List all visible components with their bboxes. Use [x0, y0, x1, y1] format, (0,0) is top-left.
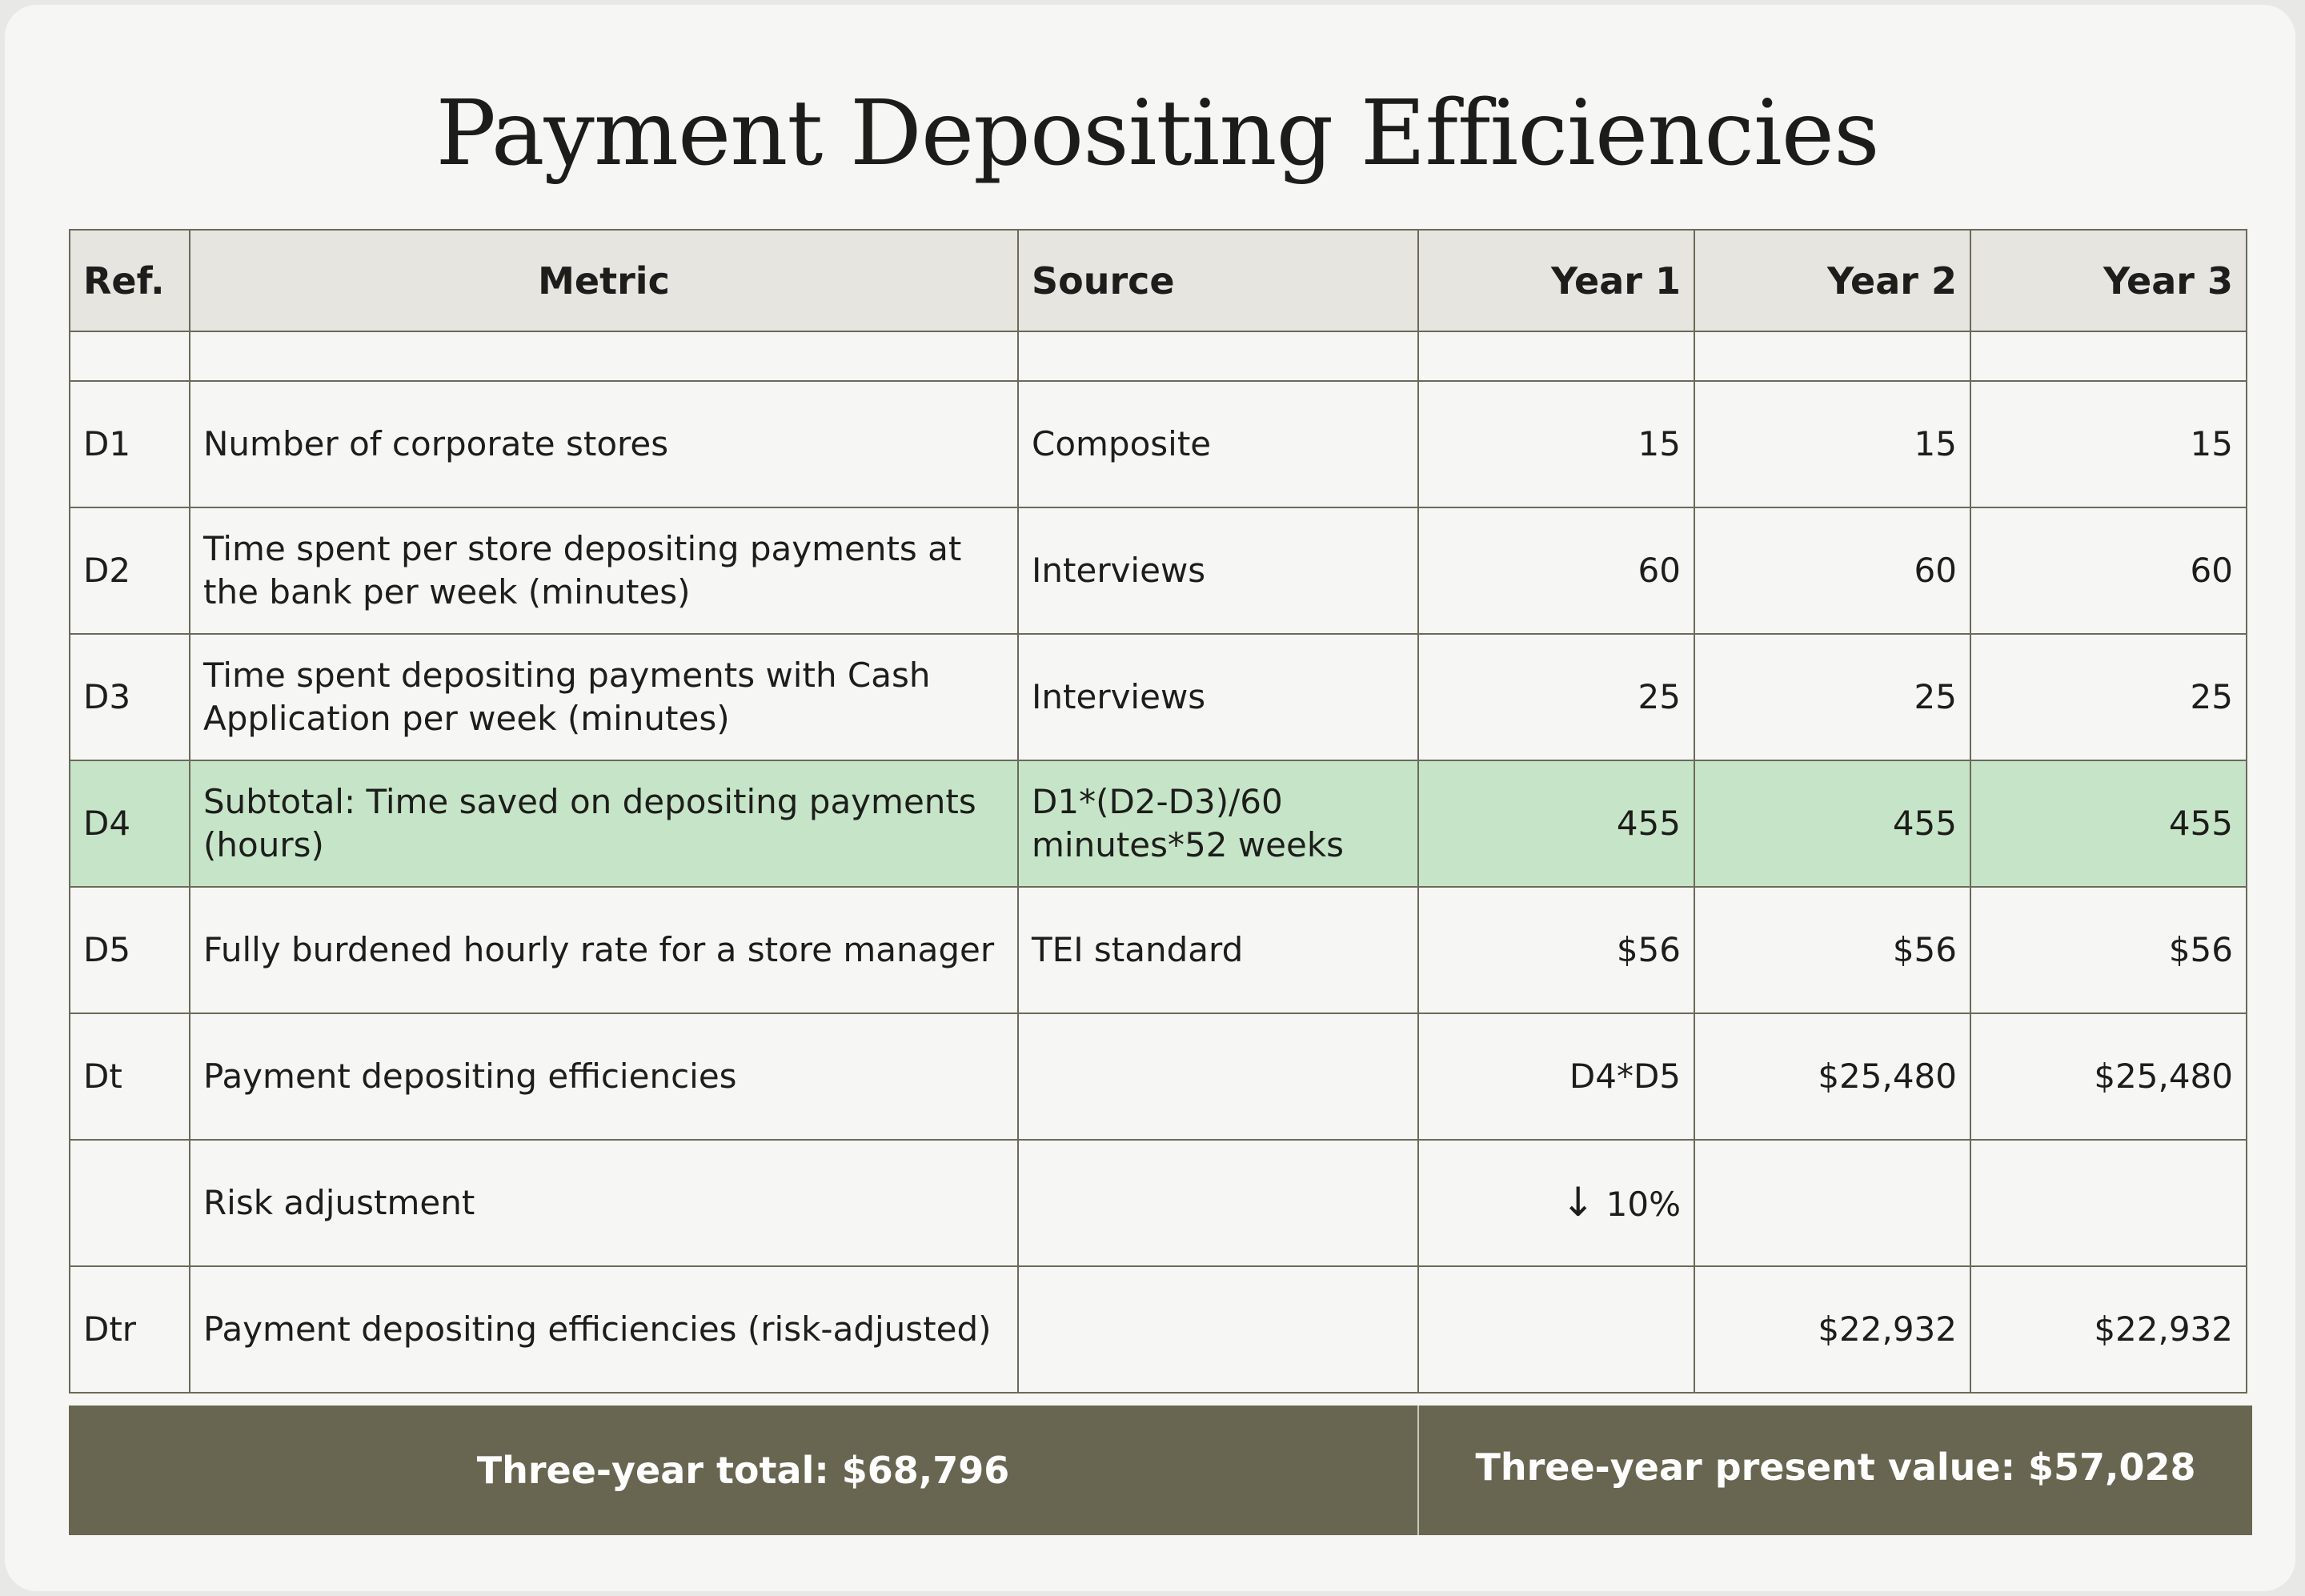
risk-adjustment-value: 10%	[1605, 1184, 1681, 1224]
year-1-cell: 15	[1418, 381, 1694, 507]
year-2-cell: $22,932	[1694, 1266, 1970, 1393]
summary-footer	[69, 1406, 2252, 1535]
table-row-d1	[70, 381, 2247, 507]
table-row-d3	[70, 634, 2247, 760]
table-row-d4-subtotal	[70, 760, 2247, 887]
header-row	[70, 230, 2247, 331]
year-1-cell	[1418, 1266, 1694, 1393]
empty-cell	[190, 331, 1018, 381]
column-header-source: Source	[1018, 230, 1418, 331]
ref-cell: D4	[70, 760, 190, 887]
spacer-row	[70, 331, 2247, 381]
year-3-cell: 455	[1970, 760, 2247, 887]
year-3-cell: $25,480	[1970, 1013, 2247, 1140]
column-header-year-3: Year 3	[1970, 230, 2247, 331]
metric-cell: Time spent depositing payments with Cash Application per week (minutes)	[190, 634, 1018, 760]
empty-cell	[70, 331, 190, 381]
table-row-d2	[70, 507, 2247, 634]
metric-cell: Subtotal: Time saved on depositing payments (hours)	[190, 760, 1018, 887]
efficiency-table	[69, 229, 2247, 1393]
year-2-cell	[1694, 1140, 1970, 1266]
empty-cell	[1418, 331, 1694, 381]
year-1-cell	[1418, 1140, 1694, 1266]
year-1-cell: 455	[1418, 760, 1694, 887]
metric-cell: Risk adjustment	[190, 1140, 1018, 1266]
source-cell	[1018, 1266, 1418, 1393]
year-3-cell: 25	[1970, 634, 2247, 760]
empty-cell	[1018, 331, 1418, 381]
arrow-down-icon: ↓	[1561, 1178, 1595, 1225]
column-header-metric: Metric	[190, 230, 1018, 331]
metric-cell: Time spent per store depositing payments at the bank per week (minutes)	[190, 507, 1018, 634]
metric-cell: Fully burdened hourly rate for a store manager	[190, 887, 1018, 1013]
year-2-cell: 15	[1694, 381, 1970, 507]
column-header-ref: Ref.	[70, 230, 190, 331]
source-cell: D1*(D2-D3)/60 minutes*52 weeks	[1018, 760, 1418, 887]
source-cell: Composite	[1018, 381, 1418, 507]
source-cell	[1018, 1140, 1418, 1266]
three-year-total: Three-year total: $68,796	[69, 1406, 1419, 1535]
ref-cell: D5	[70, 887, 190, 1013]
ref-cell: Dt	[70, 1013, 190, 1140]
metric-cell: Payment depositing efficiencies	[190, 1013, 1018, 1140]
year-3-cell	[1970, 1140, 2247, 1266]
ref-cell: D1	[70, 381, 190, 507]
source-cell: TEI standard	[1018, 887, 1418, 1013]
table-row-dtr	[70, 1266, 2247, 1393]
empty-cell	[1694, 331, 1970, 381]
year-2-cell: 60	[1694, 507, 1970, 634]
page-title: Payment Depositing Efficiencies	[435, 82, 1879, 186]
table-row-d5	[70, 887, 2247, 1013]
three-year-present-value: Three-year present value: $57,028	[1475, 1446, 2196, 1489]
column-header-year-1: Year 1	[1418, 230, 1694, 331]
source-cell: Interviews	[1018, 634, 1418, 760]
card	[5, 5, 2295, 1591]
year-1-cell: D4*D5	[1418, 1013, 1694, 1140]
metric-cell: Number of corporate stores	[190, 381, 1018, 507]
year-2-cell: $56	[1694, 887, 1970, 1013]
year-2-cell: 25	[1694, 634, 1970, 760]
year-3-cell: $56	[1970, 887, 2247, 1013]
source-cell	[1018, 1013, 1418, 1140]
column-header-year-2: Year 2	[1694, 230, 1970, 331]
year-2-cell: 455	[1694, 760, 1970, 887]
ref-cell: D2	[70, 507, 190, 634]
year-1-cell: 25	[1418, 634, 1694, 760]
metric-cell: Payment depositing efficiencies (risk-adjusted)	[190, 1266, 1018, 1393]
table-row-dt	[70, 1013, 2247, 1140]
year-1-cell: 60	[1418, 507, 1694, 634]
year-1-cell: $56	[1418, 887, 1694, 1013]
year-3-cell: 15	[1970, 381, 2247, 507]
ref-cell: Dtr	[70, 1266, 190, 1393]
year-3-cell: 60	[1970, 507, 2247, 634]
ref-cell: D3	[70, 634, 190, 760]
table-row-risk-adjustment	[70, 1140, 2247, 1266]
empty-cell	[1970, 331, 2247, 381]
ref-cell	[70, 1140, 190, 1266]
year-2-cell: $25,480	[1694, 1013, 1970, 1140]
source-cell: Interviews	[1018, 507, 1418, 634]
year-3-cell: $22,932	[1970, 1266, 2247, 1393]
